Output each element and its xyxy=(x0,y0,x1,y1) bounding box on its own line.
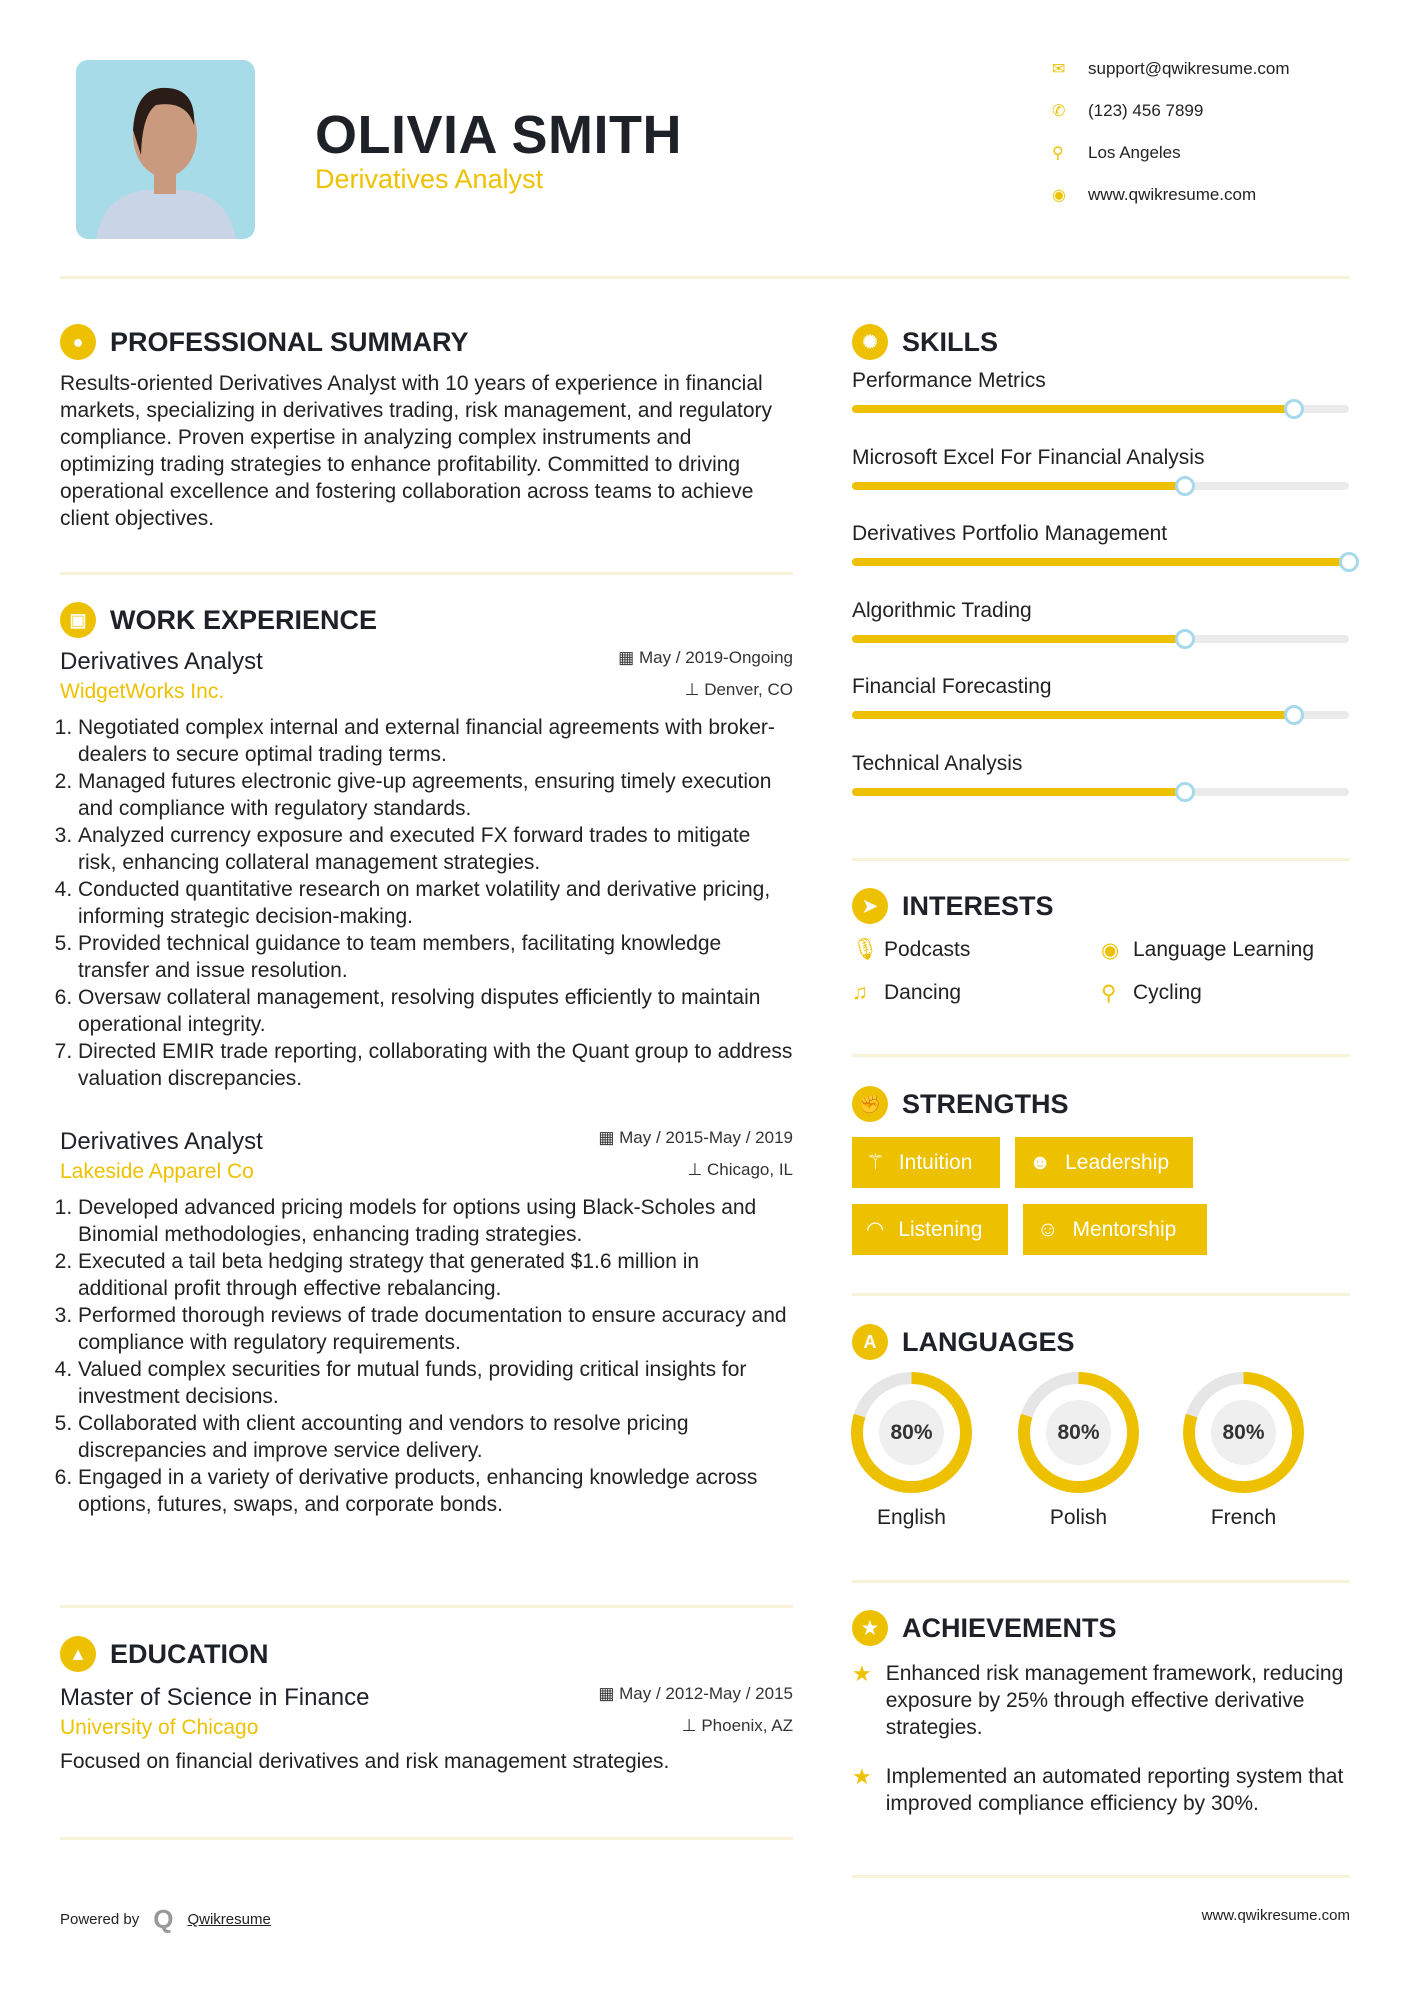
skill-label: Microsoft Excel For Financial Analysis xyxy=(852,445,1205,469)
fist-icon: ✊ xyxy=(852,1086,888,1122)
education-description: Focused on financial derivatives and risk management strategies. xyxy=(60,1750,670,1773)
candidate-title: Derivatives Analyst xyxy=(315,164,544,194)
contact-text: (123) 456 7899 xyxy=(1088,101,1204,120)
section-heading xyxy=(852,1324,1352,1360)
skill-bar-fill xyxy=(852,405,1294,413)
contact-text: www.qwikresume.com xyxy=(1088,185,1257,204)
company-name: Lakeside Apparel Co xyxy=(60,1160,254,1183)
skills-section xyxy=(852,324,1352,828)
skill-bar-knob xyxy=(1175,629,1195,649)
contact-item[interactable] xyxy=(1052,132,1372,174)
skill-label: Financial Forecasting xyxy=(852,675,1052,698)
star-badge-icon: ★ xyxy=(852,1610,888,1646)
profile-photo xyxy=(76,60,255,239)
strengths-section xyxy=(852,1086,1352,1122)
qwikresume-link[interactable]: Qwikresume xyxy=(187,1911,271,1928)
footer-brand xyxy=(60,1904,271,1935)
calendar-icon: ▦ xyxy=(598,1684,620,1703)
section-heading xyxy=(852,888,1352,924)
job-bullet: 4. Valued complex securities for mutual funds, providing critical insights for investment decisions. xyxy=(78,1356,793,1410)
strength-label: Leadership xyxy=(1065,1150,1170,1174)
divider xyxy=(60,1605,793,1608)
language-label: English xyxy=(877,1506,946,1529)
job-dates: May / 2019-Ongoing xyxy=(638,648,793,667)
user-icon: ● xyxy=(60,324,96,360)
language-donut xyxy=(851,1372,972,1493)
globe-icon: ◉ xyxy=(1101,939,1120,962)
degree: Master of Science in Finance xyxy=(60,1684,370,1711)
job-location: Denver, CO xyxy=(704,680,793,699)
skill-item xyxy=(852,752,1352,829)
strength-chip xyxy=(852,1204,1008,1255)
contact-item[interactable] xyxy=(1052,48,1372,90)
divider xyxy=(60,276,1350,279)
strength-label: Intuition xyxy=(898,1150,973,1174)
heading-text: PROFESSIONAL SUMMARY xyxy=(110,326,469,357)
calendar-icon: ▦ xyxy=(598,1128,620,1147)
contact-item[interactable] xyxy=(1052,90,1372,132)
heading-text: LANGUAGES xyxy=(902,1326,1075,1357)
skill-bar-fill xyxy=(852,558,1349,566)
job-bullet: 5. Collaborated with client accounting and vendors to resolve pricing discrepancies and improve service delivery. xyxy=(78,1410,793,1464)
divider xyxy=(60,1837,793,1840)
job-dates: May / 2015-May / 2019 xyxy=(619,1128,793,1147)
job-entry xyxy=(60,648,793,1092)
heading-text: SKILLS xyxy=(902,326,999,357)
job-bullet: 3. Performed thorough reviews of trade documentation to ensure accuracy and compliance with regulatory requirements. xyxy=(78,1302,793,1356)
calendar-icon: ▦ xyxy=(618,648,639,667)
skill-label: Technical Analysis xyxy=(852,751,1023,775)
language-label: Polish xyxy=(1049,1506,1108,1529)
language-donut xyxy=(1018,1372,1139,1493)
job-bullet: 4. Conducted quantitative research on market volatility and derivative pricing, informing strategic decision-making. xyxy=(78,876,793,930)
skill-item xyxy=(852,675,1352,752)
language-percent: 80% xyxy=(879,1400,944,1465)
interests-section xyxy=(852,888,1352,1006)
qwikresume-logo-icon: Q xyxy=(153,1904,174,1934)
section-heading xyxy=(60,602,793,638)
job-bullets xyxy=(60,1194,793,1518)
education-section xyxy=(60,1636,793,1775)
skill-bar-fill xyxy=(852,482,1185,490)
strength-chip xyxy=(1015,1137,1193,1188)
skill-bar-fill xyxy=(852,635,1185,643)
achievements-section xyxy=(852,1610,1352,1839)
work-experience-section xyxy=(60,602,793,1518)
skill-bar-fill xyxy=(852,711,1294,719)
skill-bar-knob xyxy=(1284,399,1304,419)
interest-item xyxy=(1101,938,1350,963)
skill-bar-knob xyxy=(1175,782,1195,802)
briefcase-icon: ▣ xyxy=(60,602,96,638)
divider xyxy=(852,858,1350,861)
interest-item xyxy=(852,981,1101,1006)
job-title: Derivatives Analyst xyxy=(60,1128,263,1155)
map-pin-icon: ⚲ xyxy=(1052,145,1064,162)
interest-item xyxy=(852,938,1101,963)
user-plus-icon: ☺ xyxy=(1037,1217,1059,1241)
heading-text: INTERESTS xyxy=(902,890,1054,921)
job-location: Chicago, IL xyxy=(707,1160,793,1179)
pin-icon: ⊥ xyxy=(687,1160,707,1179)
language-icon: A xyxy=(852,1324,888,1360)
heading-text: EDUCATION xyxy=(110,1638,269,1669)
skill-bar-knob xyxy=(1284,705,1304,725)
skill-bar xyxy=(852,482,1349,490)
lightbulb-icon: ✺ xyxy=(852,324,888,360)
star-icon: ★ xyxy=(852,1764,872,1789)
skill-label: Derivatives Portfolio Management xyxy=(852,522,1168,545)
section-heading xyxy=(60,1636,793,1672)
microphone-icon: 🎙 xyxy=(852,938,879,961)
job-bullet: 1. Developed advanced pricing models for options using Black-Scholes and Binomial methodologies, enhancing trading strategies. xyxy=(78,1194,793,1248)
skill-bar-knob xyxy=(1339,552,1359,572)
job-entry xyxy=(60,1128,793,1518)
divider xyxy=(852,1054,1350,1057)
achievement-item xyxy=(852,1660,1352,1741)
music-icon: ♫ xyxy=(852,981,868,1004)
job-bullets xyxy=(60,714,793,1092)
pin-icon: ⊥ xyxy=(681,1716,702,1735)
divider xyxy=(852,1580,1350,1583)
skill-bar xyxy=(852,711,1349,719)
job-bullet: 2. Executed a tail beta hedging strategy that generated $1.6 million in additional profit through effective rebalancing. xyxy=(78,1248,793,1302)
job-bullet: 6. Engaged in a variety of derivative products, enhancing knowledge across options, futures, swaps, and corporate bonds. xyxy=(78,1464,793,1518)
section-heading xyxy=(60,324,793,360)
language-percent: 80% xyxy=(1211,1400,1276,1465)
bicycle-icon: ⚲ xyxy=(1101,982,1117,1005)
interest-label: Podcasts xyxy=(884,938,971,961)
skill-label: Performance Metrics xyxy=(852,369,1046,392)
graduation-cap-icon: ▲ xyxy=(60,1636,96,1672)
star-icon: ★ xyxy=(852,1661,872,1686)
skill-item xyxy=(852,369,1352,446)
headphones-icon: ◠ xyxy=(866,1218,885,1241)
contact-text: support@qwikresume.com xyxy=(1088,59,1290,78)
powered-by-text: Powered by xyxy=(60,1911,140,1928)
strength-chip xyxy=(852,1137,1000,1188)
summary-text: Results-oriented Derivatives Analyst with 10 years of experience in financial markets, specializing in derivatives trading, risk management, and regulatory compliance. Proven expertise in analyzing complex instruments and optimizing trading strategies to enhance profitability. Committed to driving operational excellence and fostering collaboration across teams to achieve client objectives. xyxy=(60,372,773,530)
skill-bar xyxy=(852,788,1349,796)
section-heading xyxy=(852,324,1352,360)
language-label: French xyxy=(1210,1506,1277,1529)
achievement-text: Implemented an automated reporting system that improved compliance efficiency by 30%. xyxy=(885,1765,1344,1815)
strength-label: Listening xyxy=(898,1217,983,1241)
divider xyxy=(852,1875,1350,1878)
strength-chip xyxy=(1023,1204,1207,1255)
heading-text: WORK EXPERIENCE xyxy=(110,604,378,635)
skill-label: Algorithmic Trading xyxy=(852,598,1032,622)
interest-item xyxy=(1101,981,1350,1006)
section-heading xyxy=(852,1086,1352,1122)
users-icon: ☻ xyxy=(1029,1150,1052,1174)
footer-website[interactable]: www.qwikresume.com xyxy=(1201,1907,1350,1924)
paper-plane-icon: ➤ xyxy=(852,888,888,924)
achievement-item xyxy=(852,1763,1352,1817)
skill-bar xyxy=(852,405,1349,413)
professional-summary-section xyxy=(60,324,793,532)
skill-item xyxy=(852,446,1352,523)
language-donut xyxy=(1183,1372,1304,1493)
pin-icon: ⊥ xyxy=(684,680,705,699)
education-dates: ▦ May / 2012-May / 2015 xyxy=(598,1684,793,1703)
globe-icon: ◉ xyxy=(1052,187,1066,204)
skill-bar xyxy=(852,635,1349,643)
job-title: Derivatives Analyst xyxy=(60,648,263,675)
job-bullet: 7. Directed EMIR trade reporting, collaborating with the Quant group to address valuation discrepancies. xyxy=(78,1038,793,1092)
interest-label: Language Learning xyxy=(1133,938,1315,961)
job-bullet: 2. Managed futures electronic give-up agreements, ensuring timely execution and compliance with regulatory standards. xyxy=(78,768,793,822)
heading-text: ACHIEVEMENTS xyxy=(902,1612,1117,1643)
phone-icon: ✆ xyxy=(1052,103,1066,120)
skill-item xyxy=(852,522,1352,599)
contact-text: Los Angeles xyxy=(1088,143,1181,162)
envelope-icon: ✉ xyxy=(1052,61,1066,78)
interest-label: Cycling xyxy=(1133,981,1202,1004)
languages-section xyxy=(852,1324,1352,1360)
contact-item[interactable] xyxy=(1052,174,1372,216)
education-location: Phoenix, AZ xyxy=(701,1716,793,1735)
contact-list xyxy=(1052,48,1372,216)
job-bullet: 3. Analyzed currency exposure and executed FX forward trades to mitigate risk, enhancing collateral management strategies. xyxy=(78,822,793,876)
heading-text: STRENGTHS xyxy=(902,1088,1069,1119)
skill-bar-fill xyxy=(852,788,1185,796)
school: University of Chicago xyxy=(60,1716,259,1739)
job-bullet: 6. Oversaw collateral management, resolving disputes efficiently to maintain operational integrity. xyxy=(78,984,793,1038)
strength-label: Mentorship xyxy=(1072,1217,1177,1241)
section-heading xyxy=(852,1610,1352,1646)
job-bullet: 1. Negotiated complex internal and external financial agreements with broker-dealers to secure optimal trading terms. xyxy=(78,714,793,768)
interest-label: Dancing xyxy=(884,981,962,1004)
magic-wand-icon: ⚚ xyxy=(866,1151,885,1174)
divider xyxy=(852,1293,1350,1296)
job-bullet: 5. Provided technical guidance to team members, facilitating knowledge transfer and issue resolution. xyxy=(78,930,793,984)
candidate-name: OLIVIA SMITH xyxy=(315,105,682,165)
divider xyxy=(60,572,793,575)
skill-bar xyxy=(852,558,1349,566)
skill-bar-knob xyxy=(1175,476,1195,496)
achievement-text: Enhanced risk management framework, reducing exposure by 25% through effective derivative strategies. xyxy=(885,1662,1344,1739)
language-percent: 80% xyxy=(1046,1400,1111,1465)
company-name: WidgetWorks Inc. xyxy=(60,680,225,703)
skill-item xyxy=(852,599,1352,676)
